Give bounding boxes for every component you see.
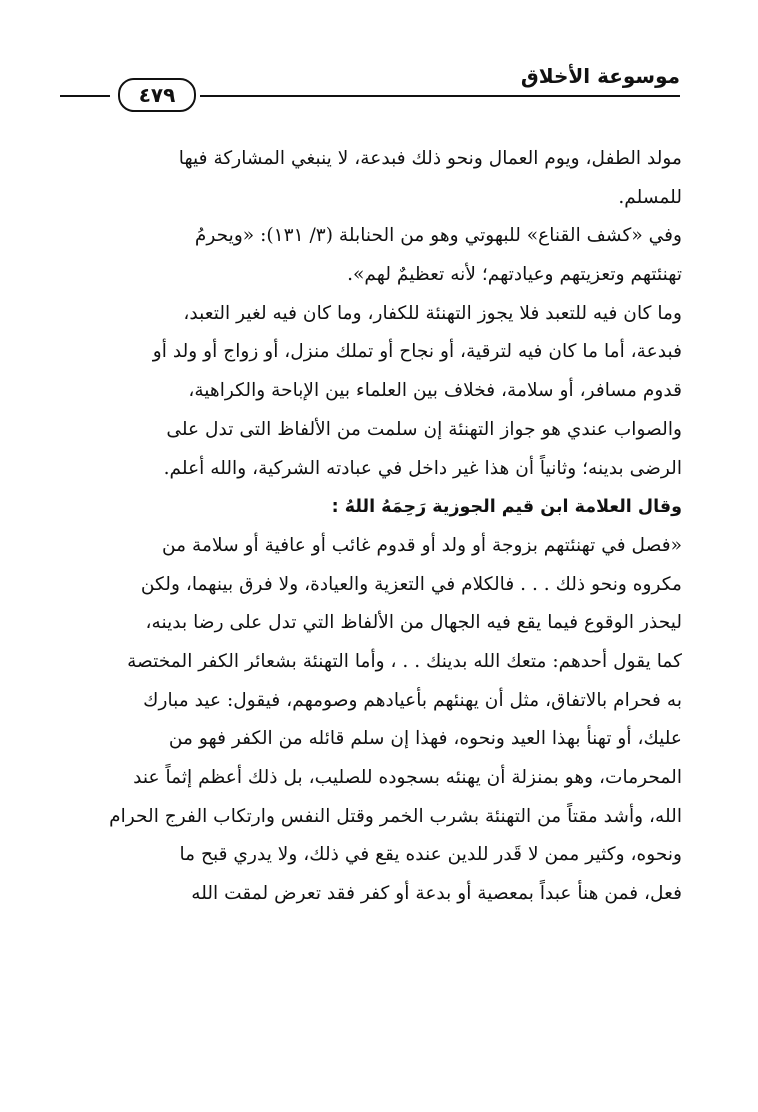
text-line: للمسلم.	[618, 186, 682, 208]
text-line: به فحرام بالاتفاق، مثل أن يهنئهم بأعيادهم وصومهم، فيقول: عيد مبارك	[143, 689, 682, 711]
text-line: «فصل في تهنئتهم بزوجة أو ولد أو قدوم غائب أو عافية أو سلامة من	[162, 534, 682, 556]
header-rule-right	[200, 95, 680, 97]
section-heading: وقال العلامة ابن قيم الجوزية رَحِمَهُ اللهُ :	[331, 497, 682, 518]
header-rule-left	[60, 95, 110, 97]
book-title: موسوعة الأخلاق	[520, 64, 680, 88]
text-line: الرضى بدينه؛ وثانياً أن هذا غير داخل في عبادته الشركية، والله أعلم.	[163, 457, 682, 479]
text-line: وما كان فيه للتعبد فلا يجوز التهنئة للكفار، وما كان فيه لغير التعبد،	[183, 302, 682, 324]
text-line: ونحوه، وكثير ممن لا قَدر للدين عنده يقع في ذلك، ولا يدري قبح ما	[179, 844, 682, 866]
page-header	[60, 56, 680, 116]
text-line: تهنئتهم وتعزيتهم وعيادتهم؛ لأنه تعظيمٌ لهم».	[347, 264, 682, 286]
text-line: مكروه ونحو ذلك . . . فالكلام في التعزية والعيادة، ولا فرق بينهما، ولكن	[140, 573, 682, 595]
body-text	[60, 140, 682, 914]
text-line: فبدعة، أما ما كان فيه لترقية، أو نجاح أو تملك منزل، أو زواج أو ولد أو	[152, 341, 682, 363]
text-line: وفي «كشف القناع» للبهوتي وهو من الحنابلة (٣/ ١٣١): «ويحرمُ	[194, 225, 682, 247]
page-number-badge: ٤٧٩	[118, 78, 196, 112]
text-line: قدوم مسافر، أو سلامة، فخلاف بين العلماء بين الإباحة والكراهية،	[188, 380, 682, 402]
text-line: فعل، فمن هنأ عبداً بمعصية أو بدعة أو كفر فقد تعرض لمقت الله	[191, 883, 682, 905]
text-line: والصواب عندي هو جواز التهنئة إن سلمت من الألفاظ التى تدل على	[166, 418, 682, 440]
text-line: كما يقول أحدهم: متعك الله بدينك . . ، وأما التهنئة بشعائر الكفر المختصة	[127, 650, 682, 672]
text-line: الله، وأشد مقتاً من التهنئة بشرب الخمر وقتل النفس وارتكاب الفرج الحرام	[109, 805, 682, 827]
text-line: ليحذر الوقوع فيما يقع فيه الجهال من الألفاظ التي تدل على رضا بدينه،	[145, 612, 682, 634]
text-line: عليك، أو تهنأ بهذا العيد ونحوه، فهذا إن سلم قائله من الكفر فهو من	[168, 728, 682, 750]
text-line: المحرمات، وهو بمنزلة أن يهنئه بسجوده للصليب، بل ذلك أعظم إثماً عند	[133, 767, 682, 788]
text-line: مولد الطفل، ويوم العمال ونحو ذلك فبدعة، لا ينبغي المشاركة فيها	[178, 148, 682, 169]
